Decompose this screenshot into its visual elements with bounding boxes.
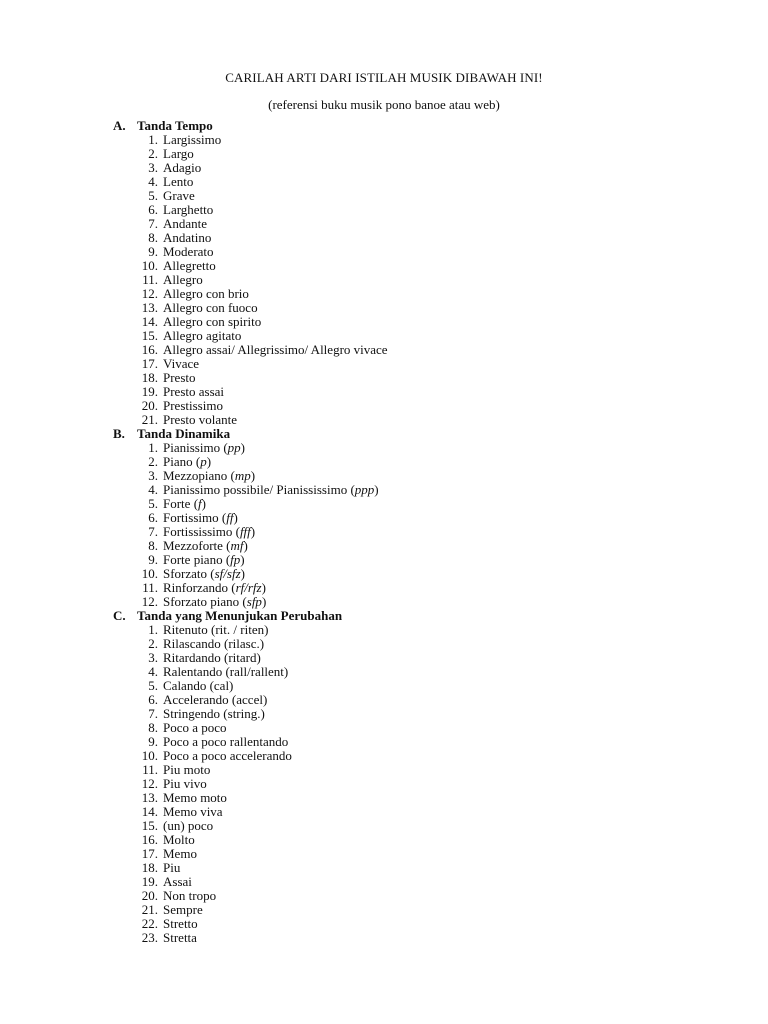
- list-item: [113, 329, 713, 343]
- list-item: [113, 441, 713, 455]
- item-term: [163, 231, 211, 245]
- term-closing: ): [250, 468, 256, 483]
- item-number: 4.: [148, 664, 158, 679]
- term-text: Allegretto: [163, 258, 216, 273]
- term-text: Piu vivo: [163, 776, 207, 791]
- list-item: [113, 623, 713, 637]
- term-text: Largo: [163, 146, 194, 161]
- item-term: [163, 679, 233, 693]
- list-item: [113, 147, 713, 161]
- list-item: [113, 567, 713, 581]
- list-item: [113, 665, 713, 679]
- item-term: [163, 343, 388, 357]
- term-text: Sempre: [163, 902, 203, 917]
- item-number: 12.: [141, 286, 158, 301]
- list-item: [113, 819, 713, 833]
- item-number: 8.: [148, 720, 158, 735]
- list-item: [113, 805, 713, 819]
- list-item: [113, 917, 713, 931]
- item-term: [163, 175, 193, 189]
- item-number: 1.: [148, 622, 158, 637]
- item-number: 19.: [141, 874, 158, 889]
- term-closing: ): [240, 440, 245, 455]
- item-term: [163, 693, 267, 707]
- item-number: 13.: [141, 300, 158, 315]
- item-term: [163, 539, 248, 553]
- item-term: [163, 889, 216, 903]
- term-text: Allegro agitato: [163, 328, 242, 343]
- term-text: Memo moto: [163, 790, 227, 805]
- item-term: [163, 623, 268, 637]
- term-abbreviation: mp: [234, 468, 251, 483]
- item-number: 5.: [148, 678, 158, 693]
- item-number: 9.: [148, 552, 158, 567]
- item-number: 4.: [148, 174, 158, 189]
- item-term: [163, 315, 261, 329]
- item-term: [163, 861, 180, 875]
- item-term: [163, 287, 249, 301]
- term-text: Allegro con fuoco: [163, 300, 258, 315]
- list-item: [113, 581, 713, 595]
- term-closing: ): [233, 510, 238, 525]
- page-subtitle: (referensi buku musik pono banoe atau web): [268, 97, 500, 112]
- section-letter: B.: [113, 426, 125, 441]
- item-number: 14.: [141, 314, 158, 329]
- item-number: 18.: [141, 860, 158, 875]
- list-item: [113, 721, 713, 735]
- item-number: 7.: [148, 216, 158, 231]
- item-term: [163, 903, 203, 917]
- item-term: [163, 931, 197, 945]
- term-abbreviation: f: [198, 496, 202, 511]
- item-term: [163, 161, 201, 175]
- term-abbreviation: ppp: [354, 482, 375, 497]
- term-text: Poco a poco rallentando: [163, 734, 289, 749]
- term-closing: ): [240, 566, 245, 581]
- term-list: [113, 119, 713, 945]
- item-number: 11.: [142, 580, 158, 595]
- term-text: Stringendo (string.): [163, 706, 265, 721]
- list-item: [113, 371, 713, 385]
- section-heading: [113, 119, 713, 133]
- item-number: 15.: [141, 818, 158, 833]
- item-number: 3.: [148, 468, 158, 483]
- term-abbreviation: fff: [239, 524, 251, 539]
- item-term: [163, 259, 216, 273]
- section-title: Tanda yang Menunjukan Perubahan: [137, 608, 343, 623]
- list-item: [113, 553, 713, 567]
- term-text: Memo: [163, 846, 197, 861]
- item-term: [163, 847, 197, 861]
- term-text: Memo viva: [163, 804, 223, 819]
- list-item: [113, 455, 713, 469]
- list-item: [113, 189, 713, 203]
- item-number: 20.: [141, 888, 158, 903]
- list-item: [113, 847, 713, 861]
- term-text: Stretta: [163, 930, 197, 945]
- item-term: [163, 455, 211, 469]
- item-term: [163, 819, 213, 833]
- item-number: 15.: [141, 328, 158, 343]
- term-text: Rilascando (rilasc.): [163, 636, 265, 651]
- list-item: [113, 161, 713, 175]
- item-term: [163, 413, 237, 427]
- item-number: 17.: [141, 356, 158, 371]
- term-text: Adagio: [163, 160, 202, 175]
- term-closing: ): [240, 552, 245, 567]
- page-title: CARILAH ARTI DARI ISTILAH MUSIK DIBAWAH INI!: [225, 70, 543, 85]
- list-item: [113, 777, 713, 791]
- list-item: [113, 875, 713, 889]
- item-term: [163, 217, 207, 231]
- list-item: [113, 763, 713, 777]
- item-number: 19.: [141, 384, 158, 399]
- item-term: [163, 805, 223, 819]
- item-number: 17.: [141, 846, 158, 861]
- list-item: [113, 931, 713, 945]
- term-closing: ): [261, 580, 266, 595]
- item-term: [163, 371, 196, 385]
- term-text: Molto: [163, 832, 195, 847]
- item-number: 21.: [141, 902, 158, 917]
- list-item: [113, 315, 713, 329]
- term-text: Presto volante: [163, 412, 238, 427]
- term-text: Lento: [163, 174, 194, 189]
- term-text: Mezzopiano (: [163, 468, 235, 483]
- section-letter: A.: [113, 118, 126, 133]
- term-text: Largissimo: [163, 132, 222, 147]
- term-text: Accelerando (accel): [163, 692, 268, 707]
- item-term: [163, 203, 213, 217]
- item-term: [163, 707, 265, 721]
- list-item: [113, 175, 713, 189]
- item-number: 11.: [142, 762, 158, 777]
- term-text: Assai: [163, 874, 192, 889]
- item-term: [163, 777, 207, 791]
- list-item: [113, 469, 713, 483]
- item-term: [163, 273, 203, 287]
- item-term: [163, 833, 195, 847]
- item-term: [163, 567, 245, 581]
- list-item: [113, 259, 713, 273]
- term-text: Allegro con spirito: [163, 314, 262, 329]
- item-term: [163, 553, 245, 567]
- list-item: [113, 511, 713, 525]
- item-term: [163, 483, 379, 497]
- list-item: [113, 707, 713, 721]
- item-term: [163, 917, 198, 931]
- item-number: 11.: [142, 272, 158, 287]
- term-text: Ritenuto (rit. / riten): [163, 622, 269, 637]
- section-letter: C.: [113, 608, 126, 623]
- item-term: [163, 665, 288, 679]
- term-text: Poco a poco: [163, 720, 227, 735]
- term-text: Pianissimo possibile/ Pianississimo (: [163, 482, 355, 497]
- item-term: [163, 651, 261, 665]
- term-text: Allegro con brio: [163, 286, 249, 301]
- term-text: Moderato: [163, 244, 214, 259]
- term-text: Sforzato piano (: [163, 594, 247, 609]
- item-number: 16.: [141, 832, 158, 847]
- item-number: 6.: [148, 692, 158, 707]
- list-item: [113, 637, 713, 651]
- term-closing: ): [261, 594, 267, 609]
- item-term: [163, 749, 292, 763]
- term-text: Piu moto: [163, 762, 211, 777]
- item-term: [163, 525, 255, 539]
- item-number: 16.: [141, 342, 158, 357]
- item-number: 10.: [141, 258, 158, 273]
- term-abbreviation: sf/sfz: [214, 566, 241, 581]
- item-term: [163, 245, 214, 259]
- item-number: 7.: [148, 706, 158, 721]
- item-number: 2.: [148, 146, 158, 161]
- item-term: [163, 791, 227, 805]
- list-item: [113, 791, 713, 805]
- item-number: 5.: [148, 188, 158, 203]
- item-term: [163, 637, 264, 651]
- section-title: Tanda Dinamika: [137, 426, 231, 441]
- term-abbreviation: fp: [230, 552, 241, 567]
- item-number: 7.: [148, 524, 158, 539]
- term-text: Piu: [163, 860, 181, 875]
- list-item: [113, 245, 713, 259]
- term-text: Fortissimo (: [163, 510, 227, 525]
- item-number: 12.: [141, 776, 158, 791]
- list-item: [113, 539, 713, 553]
- list-item: [113, 385, 713, 399]
- term-abbreviation: p: [200, 454, 207, 469]
- item-term: [163, 441, 245, 455]
- item-term: [163, 497, 206, 511]
- term-closing: ): [250, 524, 256, 539]
- term-text: Calando (cal): [163, 678, 234, 693]
- list-item: [113, 903, 713, 917]
- item-number: 20.: [141, 398, 158, 413]
- term-closing: ): [374, 482, 379, 497]
- term-text: Non tropo: [163, 888, 217, 903]
- list-item: [113, 679, 713, 693]
- item-number: 5.: [148, 496, 158, 511]
- list-item: [113, 301, 713, 315]
- section-title: Tanda Tempo: [137, 118, 213, 133]
- list-item: [113, 413, 713, 427]
- term-text: Fortississimo (: [163, 524, 240, 539]
- item-term: [163, 581, 266, 595]
- term-text: Vivace: [163, 356, 200, 371]
- item-number: 1.: [148, 440, 158, 455]
- item-term: [163, 329, 241, 343]
- term-text: Sforzato (: [163, 566, 215, 581]
- list-item: [113, 693, 713, 707]
- item-term: [163, 133, 221, 147]
- item-number: 4.: [148, 482, 158, 497]
- item-term: [163, 385, 224, 399]
- term-abbreviation: rf/rfz: [235, 580, 262, 595]
- item-term: [163, 357, 199, 371]
- term-text: Stretto: [163, 916, 198, 931]
- item-number: 22.: [141, 916, 158, 931]
- list-item: [113, 343, 713, 357]
- list-item: [113, 735, 713, 749]
- list-item: [113, 217, 713, 231]
- term-closing: ): [201, 496, 206, 511]
- list-item: [113, 133, 713, 147]
- term-text: Piano (: [163, 454, 201, 469]
- item-number: 18.: [141, 370, 158, 385]
- list-item: [113, 525, 713, 539]
- item-term: [163, 735, 288, 749]
- item-number: 14.: [141, 804, 158, 819]
- list-item: [113, 595, 713, 609]
- term-text: (un) poco: [163, 818, 214, 833]
- item-term: [163, 301, 258, 315]
- list-item: [113, 203, 713, 217]
- term-abbreviation: pp: [227, 440, 241, 455]
- term-abbreviation: mf: [230, 538, 244, 553]
- section-heading: [113, 609, 713, 623]
- item-term: [163, 189, 195, 203]
- term-text: Ralentando (rall/rallent): [163, 664, 289, 679]
- term-text: Larghetto: [163, 202, 214, 217]
- item-number: 3.: [148, 650, 158, 665]
- term-closing: ): [243, 538, 248, 553]
- list-item: [113, 651, 713, 665]
- list-item: [113, 287, 713, 301]
- item-number: 6.: [148, 202, 158, 217]
- item-term: [163, 595, 266, 609]
- item-term: [163, 399, 223, 413]
- item-number: 13.: [141, 790, 158, 805]
- item-number: 8.: [148, 230, 158, 245]
- item-number: 9.: [148, 244, 158, 259]
- item-term: [163, 469, 255, 483]
- list-item: [113, 889, 713, 903]
- item-term: [163, 511, 238, 525]
- list-item: [113, 833, 713, 847]
- term-text: Forte (: [163, 496, 199, 511]
- item-number: 6.: [148, 510, 158, 525]
- list-item: [113, 861, 713, 875]
- term-closing: ): [206, 454, 212, 469]
- item-term: [163, 721, 227, 735]
- item-number: 2.: [148, 454, 158, 469]
- item-number: 8.: [148, 538, 158, 553]
- term-text: Ritardando (ritard): [163, 650, 261, 665]
- item-number: 10.: [141, 748, 158, 763]
- term-text: Forte piano (: [163, 552, 231, 567]
- list-item: [113, 749, 713, 763]
- item-number: 9.: [148, 734, 158, 749]
- item-term: [163, 763, 210, 777]
- list-item: [113, 497, 713, 511]
- item-term: [163, 875, 192, 889]
- item-number: 12.: [141, 594, 158, 609]
- term-text: Allegro: [163, 272, 203, 287]
- term-text: Poco a poco accelerando: [163, 748, 292, 763]
- term-abbreviation: ff: [226, 510, 234, 525]
- list-item: [113, 231, 713, 245]
- term-abbreviation: sfp: [246, 594, 262, 609]
- item-number: 23.: [141, 930, 158, 945]
- section-heading: [113, 427, 713, 441]
- term-text: Allegro assai/ Allegrissimo/ Allegro vivace: [163, 342, 388, 357]
- list-item: [113, 399, 713, 413]
- term-text: Prestissimo: [163, 398, 223, 413]
- item-number: 10.: [141, 566, 158, 581]
- term-text: Pianissimo (: [163, 440, 228, 455]
- term-text: Presto assai: [163, 384, 225, 399]
- item-number: 3.: [148, 160, 158, 175]
- list-item: [113, 273, 713, 287]
- item-number: 2.: [148, 636, 158, 651]
- term-text: Andatino: [163, 230, 212, 245]
- term-text: Andante: [163, 216, 208, 231]
- term-text: Mezzoforte (: [163, 538, 231, 553]
- list-item: [113, 357, 713, 371]
- term-text: Presto: [163, 370, 196, 385]
- item-number: 1.: [148, 132, 158, 147]
- term-text: Grave: [163, 188, 195, 203]
- item-term: [163, 147, 194, 161]
- term-text: Rinforzando (: [163, 580, 236, 595]
- item-number: 21.: [141, 412, 158, 427]
- list-item: [113, 483, 713, 497]
